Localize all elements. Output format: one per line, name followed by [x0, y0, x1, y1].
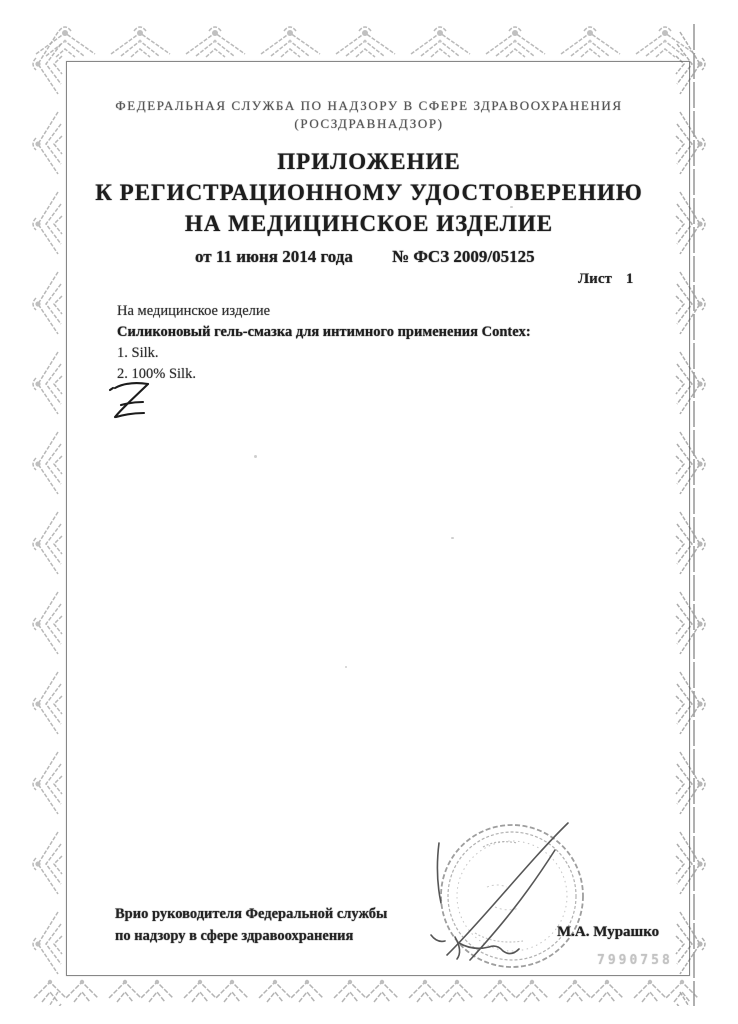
registration-number: № ФСЗ 2009/05125 — [392, 247, 535, 266]
signer-position-line-1: Врио руководителя Федеральной службы — [115, 906, 388, 922]
document-title — [69, 146, 669, 239]
signer-name: М.А. Мурашко — [557, 924, 660, 940]
title-line-2: К РЕГИСТРАЦИОННОМУ УДОСТОВЕРЕНИЮ — [95, 180, 643, 205]
signer-position — [115, 903, 415, 947]
product-name-line: Силиконовый гель-смазка для интимного применения Contex: — [117, 324, 531, 340]
authority-short-name: (РОСЗДРАВНАДЗОР) — [294, 116, 444, 131]
form-serial-number: 7990758 — [597, 953, 673, 968]
scan-speckle — [254, 455, 257, 458]
authority-name: ФЕДЕРАЛЬНАЯ СЛУЖБА ПО НАДЗОРУ В СФЕРЕ ЗДРАВООХРАНЕНИЯ — [115, 98, 623, 113]
issuing-authority-header — [69, 97, 669, 133]
sheet-number: 1 — [625, 271, 634, 287]
title-line-1: ПРИЛОЖЕНИЕ — [277, 149, 461, 174]
intro-line: На медицинское изделие — [117, 303, 271, 319]
signer-position-line-2: по надзору в сфере здравоохранения — [115, 928, 354, 944]
product-description — [117, 301, 597, 385]
handwritten-z-mark — [106, 376, 162, 424]
scan-speckle — [451, 537, 454, 539]
border-ornament-top — [28, 24, 708, 60]
title-line-3: НА МЕДИЦИНСКОЕ ИЗДЕЛИЕ — [184, 211, 554, 236]
sheet-label: Лист — [578, 271, 612, 287]
product-item: 2. 100% Silk. — [117, 366, 196, 382]
handwritten-signature — [431, 823, 568, 960]
sheet-indicator — [578, 271, 633, 288]
registration-date: от 11 июня 2014 года — [195, 247, 353, 266]
scan-speckle — [345, 666, 347, 668]
border-ornament-left — [28, 24, 66, 1006]
product-item: 1. Silk. — [117, 345, 159, 361]
